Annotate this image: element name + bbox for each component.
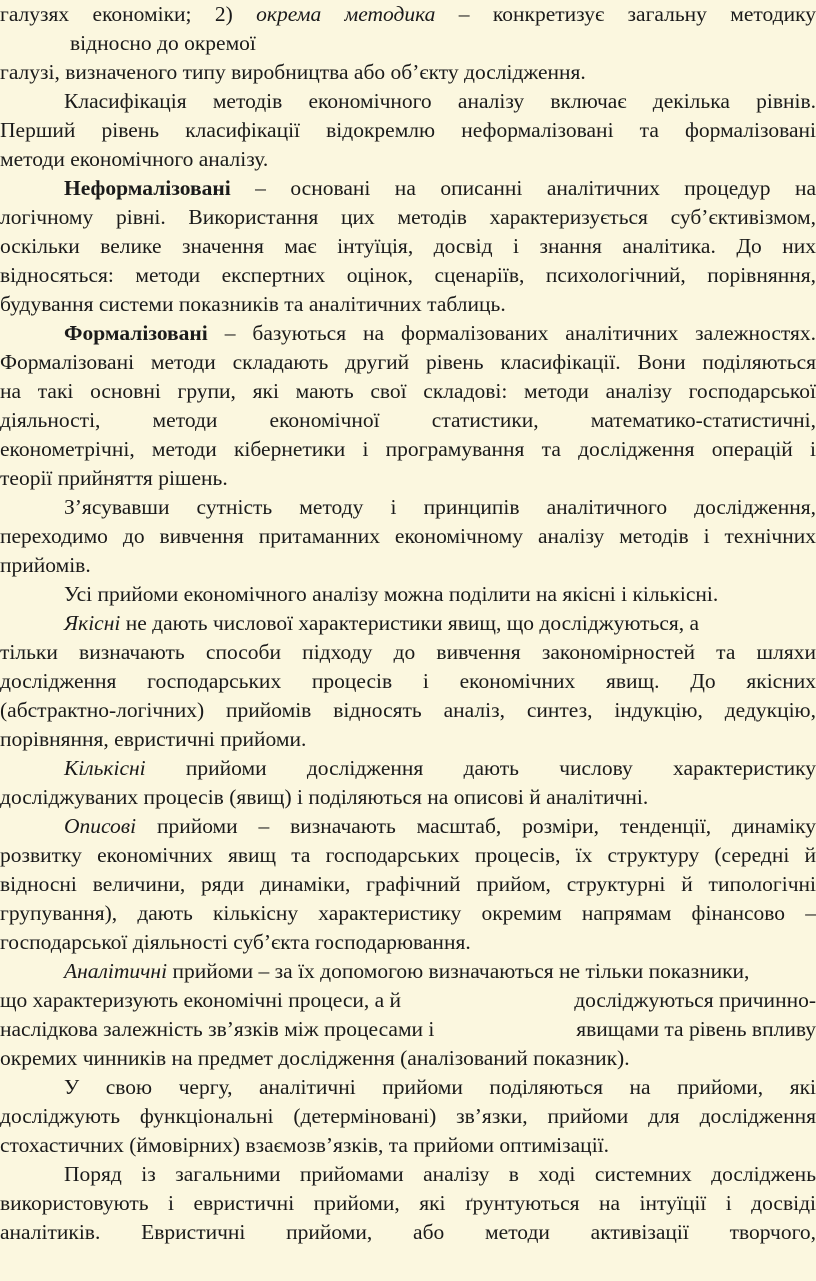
paragraph-first-line: З’ясувавши сутність методу і принципів аналітичного дослідження, <box>64 495 816 519</box>
paragraph-first-line: Неформалізовані – основані на описанні аналітичних процедур на <box>64 176 816 200</box>
paragraph-first-line: Поряд із загальними прийомами аналізу в ході системних досліджень <box>64 1162 816 1186</box>
text-line: відносяться: методи експертних оцінок, сценаріїв, психологічний, порівняння, <box>0 263 816 287</box>
paragraph-first-line: Якісні не дають числової характеристики явищ, що досліджуються, а <box>64 611 700 635</box>
text-line: окремих чинників на предмет дослідження (аналізований показник). <box>0 1046 630 1070</box>
text-line: групування), дають кількісну характеристику окремим напрямам фінансово – <box>0 901 816 925</box>
text-line: досліджуваних процесів (явищ) і поділяються на описові й аналітичні. <box>0 785 649 809</box>
text-line: (абстрактно-логічних) прийомів відносять аналіз, синтез, індукцію, дедукцію, <box>0 698 816 722</box>
text-line: переходимо до вивчення притаманних економічному аналізу методів і технічних <box>0 524 816 548</box>
text-line: стохастичних (ймовірних) взаємозв’язків, та прийоми оптимізації. <box>0 1133 610 1157</box>
paragraph-first-line: Усі прийоми економічного аналізу можна поділити на якісні і кількісні. <box>64 582 719 606</box>
text-line: розвитку економічних явищ та господарських процесів, їх структуру (середні й <box>0 843 816 867</box>
text-line: будування системи показників та аналітичних таблиць. <box>0 292 506 316</box>
paragraph-first-line: Аналітичні прийоми – за їх допомогою визначаються не тільки показники, <box>64 959 750 983</box>
text-line: логічному рівні. Використання цих методів характеризується суб’єктивізмом, <box>0 205 816 229</box>
text-line: методи економічного аналізу. <box>0 147 269 171</box>
text-line: прийомів. <box>0 553 91 577</box>
text-line: оскільки велике значення має інтуїція, досвід і знання аналітика. До них <box>0 234 816 258</box>
paragraph-first-line: Формалізовані – базуються на формалізованих аналітичних залежностях. <box>64 321 816 345</box>
text-line: дослідження господарських процесів і економічних явищ. До якісних <box>0 669 816 693</box>
text-line: відносні величини, ряди динаміки, графічний прийом, структурні й типологічні <box>0 872 816 896</box>
text-line: господарської діяльності суб’єкта господарювання. <box>0 930 471 954</box>
paragraph-first-line: Класифікація методів економічного аналізу включає декілька рівнів. <box>64 89 816 113</box>
paragraph-first-line: Описові прийоми – визначають масштаб, розміри, тенденції, динаміку <box>64 814 816 838</box>
text-line: тільки визначають способи підходу до вивчення закономірностей та шляхи <box>0 640 816 664</box>
text-line: наслідкова залежність зв’язків між процесами і явищами та рівень впливу <box>0 1017 816 1041</box>
text-line: використовують і евристичні прийоми, які ґрунтуються на інтуїції і досвіді <box>0 1191 816 1215</box>
text-line: галузі, визначеного типу виробництва або об’єкту дослідження. <box>0 60 586 84</box>
text-line: аналітиків. Евристичні прийоми, або методи активізації творчого, <box>0 1220 816 1244</box>
text-line: на такі основні групи, які мають свої складові: методи аналізу господарської <box>0 379 816 403</box>
text-line: що характеризують економічні процеси, а й досліджуються причинно- <box>0 988 816 1012</box>
text-line: Формалізовані методи складають другий рівень класифікації. Вони поділяються <box>0 350 816 374</box>
text-line: відносно до окремої <box>70 31 256 55</box>
text-line: порівняння, евристичні прийоми. <box>0 727 307 751</box>
text-line: Перший рівень класифікації відокремлю неформалізовані та формалізовані <box>0 118 816 142</box>
text-line: галузях економіки; 2) окрема методика – конкретизує загальну методику <box>0 2 816 26</box>
text-line: досліджують функціональні (детерміновані) зв’язки, прийоми для дослідження <box>0 1104 816 1128</box>
paragraph-first-line: У свою чергу, аналітичні прийоми поділяються на прийоми, які <box>64 1075 816 1099</box>
text-line: діяльності, методи економічної статистики, математико-статистичні, <box>0 408 816 432</box>
text-line: економетрічні, методи кібернетики і програмування та дослідження операцій і <box>0 437 816 461</box>
paragraph-first-line: Кількісні прийоми дослідження дають числову характеристику <box>64 756 816 780</box>
text-line: теорії прийняття рішень. <box>0 466 228 490</box>
